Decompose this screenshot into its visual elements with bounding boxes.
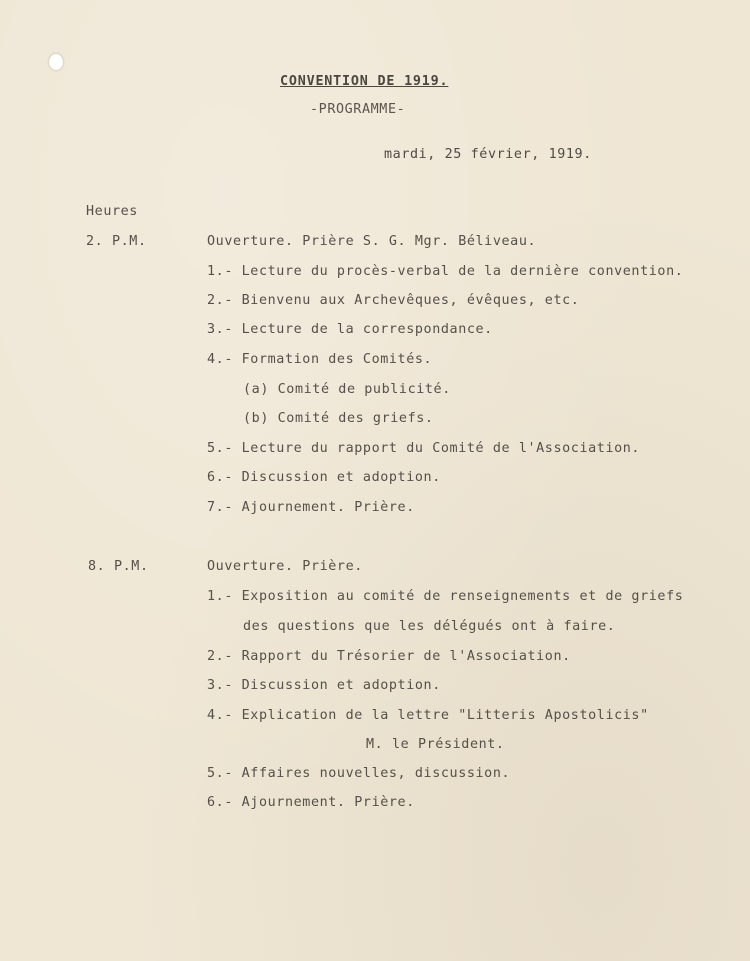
afternoon-time: 2. P.M. xyxy=(86,234,147,249)
evening-time: 8. P.M. xyxy=(88,559,149,574)
afternoon-item: 1.- Lecture du procès-verbal de la dernière convention. xyxy=(207,264,684,279)
document-title: CONVENTION DE 1919. xyxy=(280,74,449,89)
afternoon-item: 3.- Lecture de la correspondance. xyxy=(207,322,493,337)
evening-item: 4.- Explication de la lettre "Litteris Apostolicis" xyxy=(207,708,649,723)
afternoon-item: 5.- Lecture du rapport du Comité de l'Association. xyxy=(207,441,641,456)
afternoon-subitem: (b) Comité des griefs. xyxy=(243,411,434,426)
evening-item: 1.- Exposition au comité de renseignements et de griefs xyxy=(207,589,684,604)
evening-item: 5.- Affaires nouvelles, discussion. xyxy=(207,766,511,781)
evening-item-continuation: des questions que les délégués ont à faire. xyxy=(243,619,616,634)
document-date: mardi, 25 février, 1919. xyxy=(384,147,592,162)
evening-opening: Ouverture. Prière. xyxy=(207,559,363,574)
punch-hole xyxy=(49,54,63,70)
afternoon-item: 6.- Discussion et adoption. xyxy=(207,470,441,485)
evening-item-continuation: M. le Président. xyxy=(366,737,505,752)
evening-item: 3.- Discussion et adoption. xyxy=(207,678,441,693)
evening-item: 6.- Ajournement. Prière. xyxy=(207,795,415,810)
document-subtitle: -PROGRAMME- xyxy=(310,102,406,117)
evening-item: 2.- Rapport du Trésorier de l'Association. xyxy=(207,649,571,664)
afternoon-item: 7.- Ajournement. Prière. xyxy=(207,500,415,515)
afternoon-item: 2.- Bienvenu aux Archevêques, évêques, etc. xyxy=(207,293,580,308)
afternoon-item: 4.- Formation des Comités. xyxy=(207,352,433,367)
afternoon-opening: Ouverture. Prière S. G. Mgr. Béliveau. xyxy=(207,234,537,249)
afternoon-subitem: (a) Comité de publicité. xyxy=(243,382,451,397)
hours-heading: Heures xyxy=(86,204,138,219)
